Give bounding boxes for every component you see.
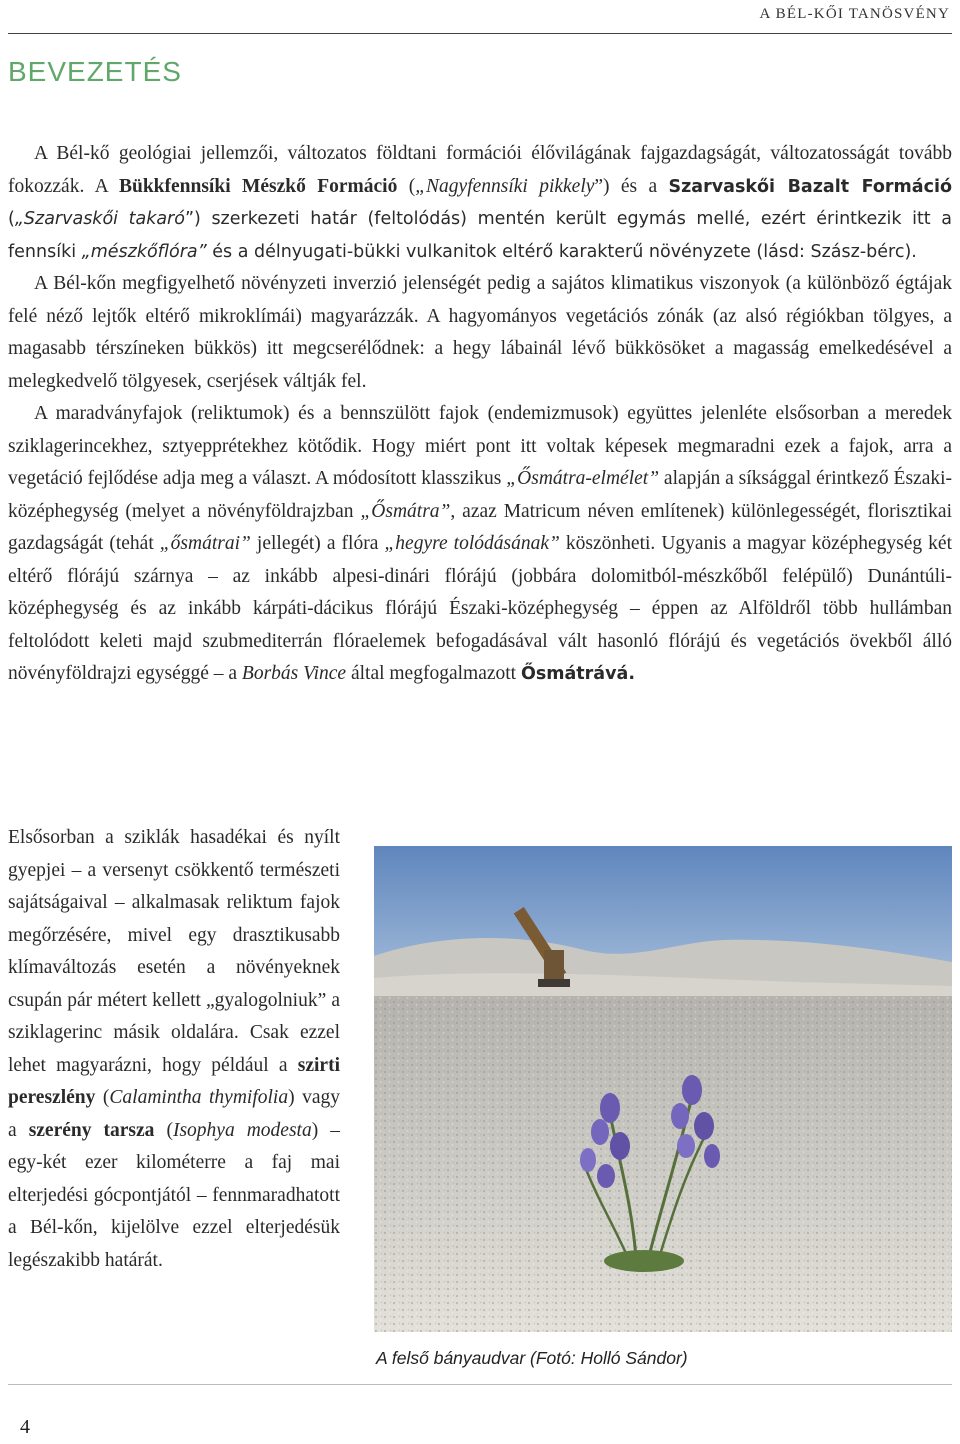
page-number: 4 <box>20 1416 30 1438</box>
term-osmatra-bold: Ősmátrává. <box>520 664 635 684</box>
italic-term-nagyfennsiki: „Nagyfennsíki pikkely <box>415 175 595 197</box>
text-run: ) – egy-két ezer kilométerre a faj mai elterjedési gócpontjától – fennmaradhatott a Bél-kőn, kijelölve ezzel elterjedésük legészakibb határát. <box>8 1119 340 1271</box>
text-run: és a délnyugati-bükki vulkanitok eltérő karakterű növényzete (lásd: Szász-bérc). <box>206 241 917 262</box>
italic-term-szarvaskoi-takaro: „Szarvaskői takaró <box>14 209 185 229</box>
running-header: A BÉL-KŐI TANÖSVÉNY <box>759 6 950 22</box>
paragraph-3 <box>8 398 952 691</box>
person-name-borbas-vince: Borbás Vince <box>241 663 347 684</box>
text-run: ) vagy a <box>8 1087 340 1141</box>
text-run: által megfogalmazott <box>346 663 521 684</box>
quarry-photo <box>374 846 952 1332</box>
header-divider <box>8 33 952 34</box>
text-run: , azaz Matricum néven említenek) különlegességét, florisztikai gazdagságát (tehát <box>8 500 952 554</box>
text-run: ( <box>397 175 416 197</box>
latin-name-isophya: Isophya modesta <box>172 1119 312 1141</box>
section-title: BEVEZETÉS <box>8 56 182 87</box>
text-run: köszönheti. Ugyanis a magyar középhegység két eltérő flórájú szárnya – az inkább alpesi-dinári flórájú (jobbára dolomitból-mészkőből felépülő) Dunántúli-középhegység és az inkább kárpáti-dácikus flórájú Északi-középhegység – éppen az Alföldről több hullámban feltolódott keleti majd szubmediterrán flóraelemek befogadásával vált hasonló flórájú és vegetációs övekből álló növényföldrajzi egységgé – a <box>8 533 952 684</box>
text-run: A Bél-kő geológiai jellemzői, változatos földtani formációi élővilágának fajgazdagságát, változatosságát tovább fokozzák. A <box>8 143 952 197</box>
text-run: jellegét) a flóra <box>250 533 385 554</box>
latin-name-calamintha: Calamintha thymifolia <box>109 1087 289 1108</box>
species-name-szereny-tarsza: szerény tarsza <box>28 1119 155 1141</box>
text-run: Elsősorban a sziklák hasadékai és nyílt gyepjei – a versenyt csökkentő természeti sajátságaival – alkalmasak reliktum fajok megőrzésére, mivel egy drasztikusabb klímaváltozás esetén a növényeknek csupán pár métert kellett „gyalogolniuk” a sziklagerinc másik oldalára. Csak ezzel lehet magyarázni, hogy például a <box>8 827 340 1076</box>
formation-name-bukkfennsiki: Bükkfennsíki Mészkő Formáció <box>118 175 398 197</box>
paragraph-4 <box>8 822 340 1277</box>
species-name-szirti-pereszleny: szirti pereszlény <box>8 1054 340 1108</box>
text-run: ”) és a <box>594 175 669 197</box>
text-run: ”) szerkezeti határ (feltolódás) mentén került egymás mellé, ezért érintkezik itt a fennsíki <box>8 209 952 262</box>
figure-caption: A felső bányaudvar (Fotó: Holló Sándor) <box>376 1348 688 1368</box>
main-text-block <box>8 138 952 691</box>
footer-divider <box>8 1384 952 1385</box>
text-run: A maradványfajok (reliktumok) és a bennszülött fajok (endemizmusok) együttes jelenléte elsősorban a meredek sziklagerincekhez, sztyepprétekhez kötődik. Hogy miért pont itt voltak képesek megmaradni ezek a fajok, arra a vegetáció fejlődése adja meg a választ. A módosított klasszikus <box>8 403 952 489</box>
paragraph-2: A Bél-kőn megfigyelhető növényzeti inverzió jelenségét pedig a sajátos klimatikus viszonyok (a különböző égtájak felé néző lejtők eltérő mikroklímái) magyarázzák. A hagyományos vegetációs zónák (az alsó régiókban tölgyes, a magasabb térszíneken bükkös) itt megcserélődnek: a hegy lábainál lévő bükkösöket a magasság emelkedésével a melegkedvelő tölgyesek, cserjések váltják fel. <box>8 273 952 392</box>
text-run: ( <box>8 209 15 229</box>
text-run: ( <box>95 1087 110 1108</box>
formation-name-szarvaskoi: Szarvaskői Bazalt Formáció <box>668 176 952 197</box>
text-run: alapján a síksággal érintkező Északi-középhegység (melyet a növényföldrajzban <box>8 468 953 522</box>
italic-term-osmatrai: „ősmátrai” <box>159 533 251 554</box>
text-run: ( <box>154 1119 173 1141</box>
italic-term-hegyre-tolodas: „hegyre tolódásának” <box>384 533 560 554</box>
italic-term-meszkoflora: „mészkőflóra” <box>81 241 207 262</box>
italic-term-osmatra: „Ősmátra” <box>360 500 451 522</box>
side-column-text <box>8 822 340 1277</box>
paragraph-1 <box>8 138 952 268</box>
italic-term-osmatra-elmelet: „Ősmátra-elmélet” <box>506 468 660 489</box>
